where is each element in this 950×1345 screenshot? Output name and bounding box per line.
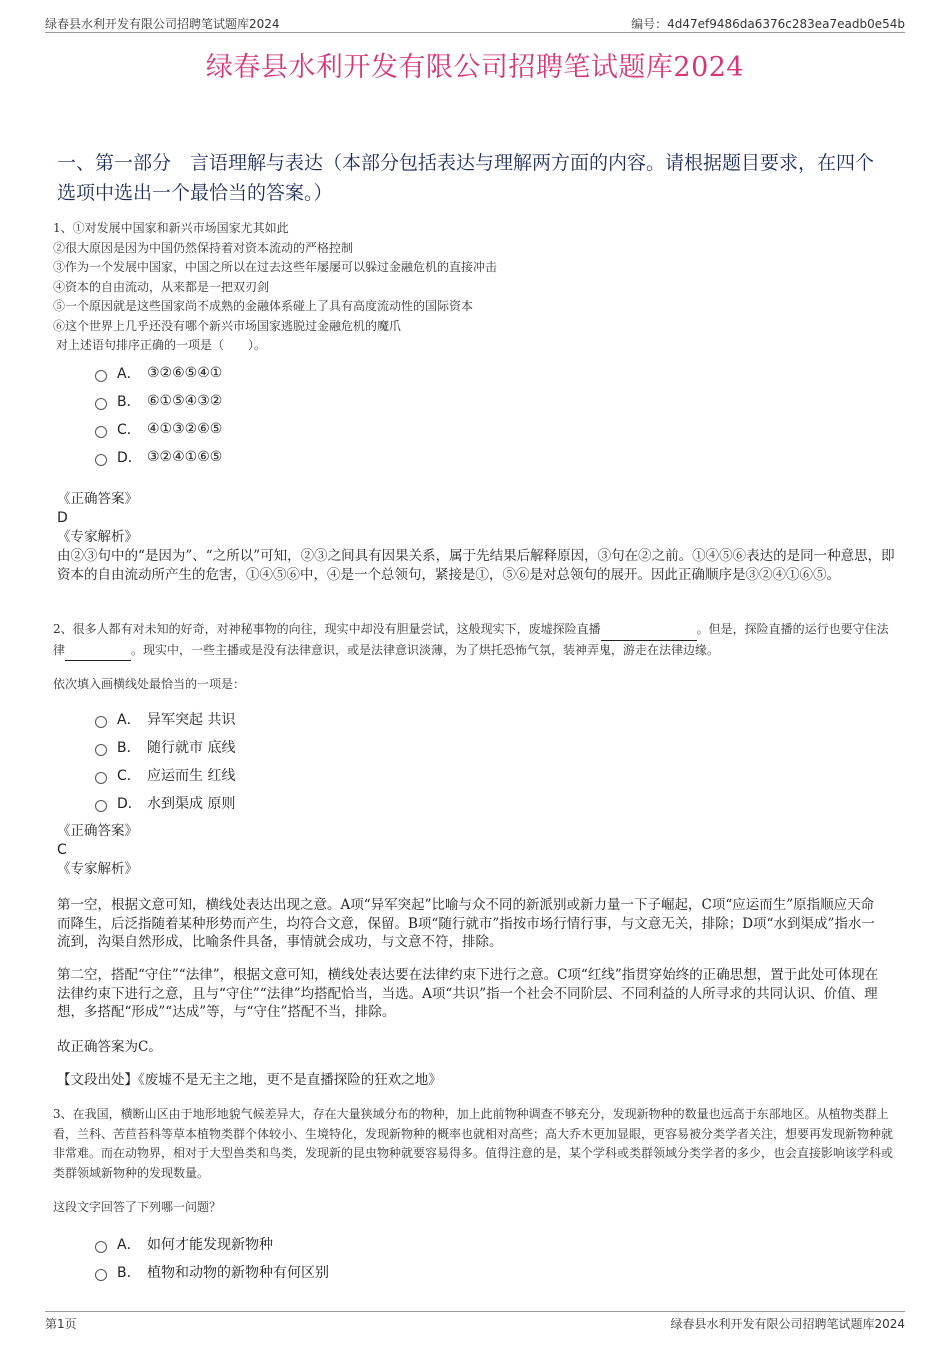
page-number: 第1页 [45,1317,77,1331]
option-c[interactable]: C． 应运而生 红线 [95,761,495,789]
source-citation: 【文段出处】《废墟不是无主之地，更不是直播探险的狂欢之地》 [57,1072,442,1088]
analysis-text: 由②③句中的“是因为”、“之所以”可知，②③之间具有因果关系，属于先结果后解释原因，③句在②之前。①④⑤⑥表达的是同一种意思，即资本的自由流动所产生的危害，①④⑤⑥中，④是一个总领句，紧接是①，⑤⑥是对总领句的展开。因此正确顺序是③②④①⑥⑤。 [57,548,895,583]
q1-line: ④资本的自由流动，从来都是一把双刃剑 [53,279,270,294]
radio-icon[interactable] [95,744,107,756]
question-3-options [95,1230,495,1286]
question-2-prompt: 依次填入画横线处最恰当的一项是： [53,677,246,691]
radio-icon[interactable] [95,426,107,438]
q1-line: ⑤一个原因就是这些国家尚不成熟的金融体系碰上了具有高度流动性的国际资本 [53,299,474,313]
page-footer [45,1311,905,1331]
option-d[interactable]: D． 水到渠成 原则 [95,789,495,817]
option-b[interactable]: B． ⑥①⑤④③② [95,387,495,415]
q1-line: ③作为一个发展中国家，中国之所以在过去这些年屡屡可以躲过金融危机的直接冲击 [53,260,498,274]
question-2-answer-block [57,822,895,879]
option-a[interactable]: A． ③②⑥⑤④① [95,359,495,387]
radio-icon[interactable] [95,1269,107,1281]
option-b[interactable]: B． 植物和动物的新物种有何区别 [95,1258,495,1286]
header-doc-id: 编号：4d47ef9486da6376c283ea7eadb0e54b [631,17,905,31]
q1-line: 对上述语句排序正确的一项是（ ）。 [56,338,267,352]
radio-icon[interactable] [95,800,107,812]
correct-answer: D [57,510,68,526]
analysis-paragraph-3: 故正确答案为C。 [57,1039,162,1055]
blank-2 [65,641,131,662]
radio-icon[interactable] [95,454,107,466]
question-1-answer-block [57,490,895,585]
analysis-label: 《专家解析》 [57,529,138,545]
analysis-paragraph-1: 第一空，根据文意可知，横线处表达出现之意。A项“异军突起”比喻与众不同的新派别或新力量一下子崛起，C项“应运而生”原指顺应天命而降生，后泛指随着某种形势而产生，均符合文意，保留。B项“随行就市”指按市场行情行事，与文意无关，排除；D项“水到渠成”指水一流到，沟渠自然形成，比喻条件具备，事情就会成功，与文意不符，排除。 [57,897,875,950]
footer-doc-name: 绿春县水利开发有限公司招聘笔试题库2024 [670,1317,905,1331]
question-3-stem: 3、在我国，横断山区由于地形地貌气候差异大，存在大量狭域分布的物种，加上此前物种调查不够充分，发现新物种的数量也远高于东部地区。从植物类群上看，兰科、苦苣苔科等草本植物类群个体较小、生境特化，发现新物种的概率也就相对高些；高大乔木更加显眼，更容易被分类学者关注，想要再发现新物种就非常难。而在动物界，相对于大型兽类和鸟类，发现新的昆虫物种就要容易得多。值得注意的是，某个学科或类群领域分类学者的多少，也会直接影响该学科或类群领域新物种的发现数量。 [53,1107,894,1180]
page-header [45,12,905,33]
radio-icon[interactable] [95,398,107,410]
option-a[interactable]: A． 异军突起 共识 [95,705,495,733]
section-heading: 一、第一部分 言语理解与表达（本部分包括表达与理解两方面的内容。请根据题目要求，在四个选项中选出一个最恰当的答案。） [57,152,875,204]
option-d[interactable]: D． ③②④①⑥⑤ [95,443,495,471]
correct-answer: C [57,842,67,858]
option-b[interactable]: B． 随行就市 底线 [95,733,495,761]
radio-icon[interactable] [95,1241,107,1253]
option-c[interactable]: C． ④①③②⑥⑤ [95,415,495,443]
q1-line: ⑥这个世界上几乎还没有哪个新兴市场国家逃脱过金融危机的魔爪 [53,318,402,333]
radio-icon[interactable] [95,370,107,382]
radio-icon[interactable] [95,716,107,728]
q1-line: ②很大原因是因为中国仍然保持着对资本流动的严格控制 [53,240,354,255]
answer-label: 《正确答案》 [57,491,138,507]
question-1-options [95,359,495,471]
question-3-prompt: 这段文字回答了下列哪一问题？ [53,1200,222,1214]
question-2-options [95,705,495,817]
q1-line: 1、①对发展中国家和新兴市场国家尤其如此 [53,221,289,235]
header-doc-name: 绿春县水利开发有限公司招聘笔试题库2024 [45,17,280,31]
page-title: 绿春县水利开发有限公司招聘笔试题库2024 [205,52,745,83]
analysis-paragraph-2: 第二空，搭配“守住”“法律”，根据文意可知，横线处表达要在法律约束下进行之意。C项“红线”指贯穿始终的正确思想，置于此处可体现在法律约束下进行之意，且与“守住”“法律”均搭配恰当，当选。A项“共识”指一个社会不同阶层、不同利益的人所寻求的共同认识、价值、理想，多搭配“形成”“达成”等，与“守住”搭配不当，排除。 [57,967,879,1020]
blank-1 [601,620,697,641]
analysis-label: 《专家解析》 [57,861,138,877]
question-1-stem [53,219,893,356]
answer-label: 《正确答案》 [57,823,138,839]
option-a[interactable]: A． 如何才能发现新物种 [95,1230,495,1258]
radio-icon[interactable] [95,772,107,784]
question-2-stem: 2、很多人都有对未知的好奇，对神秘事物的向往，现实中却没有胆量尝试，这般现实下，废墟探险直播 。但是，探险直播的运行也要守住法律 。现实中，一些主播或是没有法律意识，或是法律意识淡薄，为了烘托恐怖气氛，装神弄鬼，游走在法律边缘。 [53,620,893,661]
